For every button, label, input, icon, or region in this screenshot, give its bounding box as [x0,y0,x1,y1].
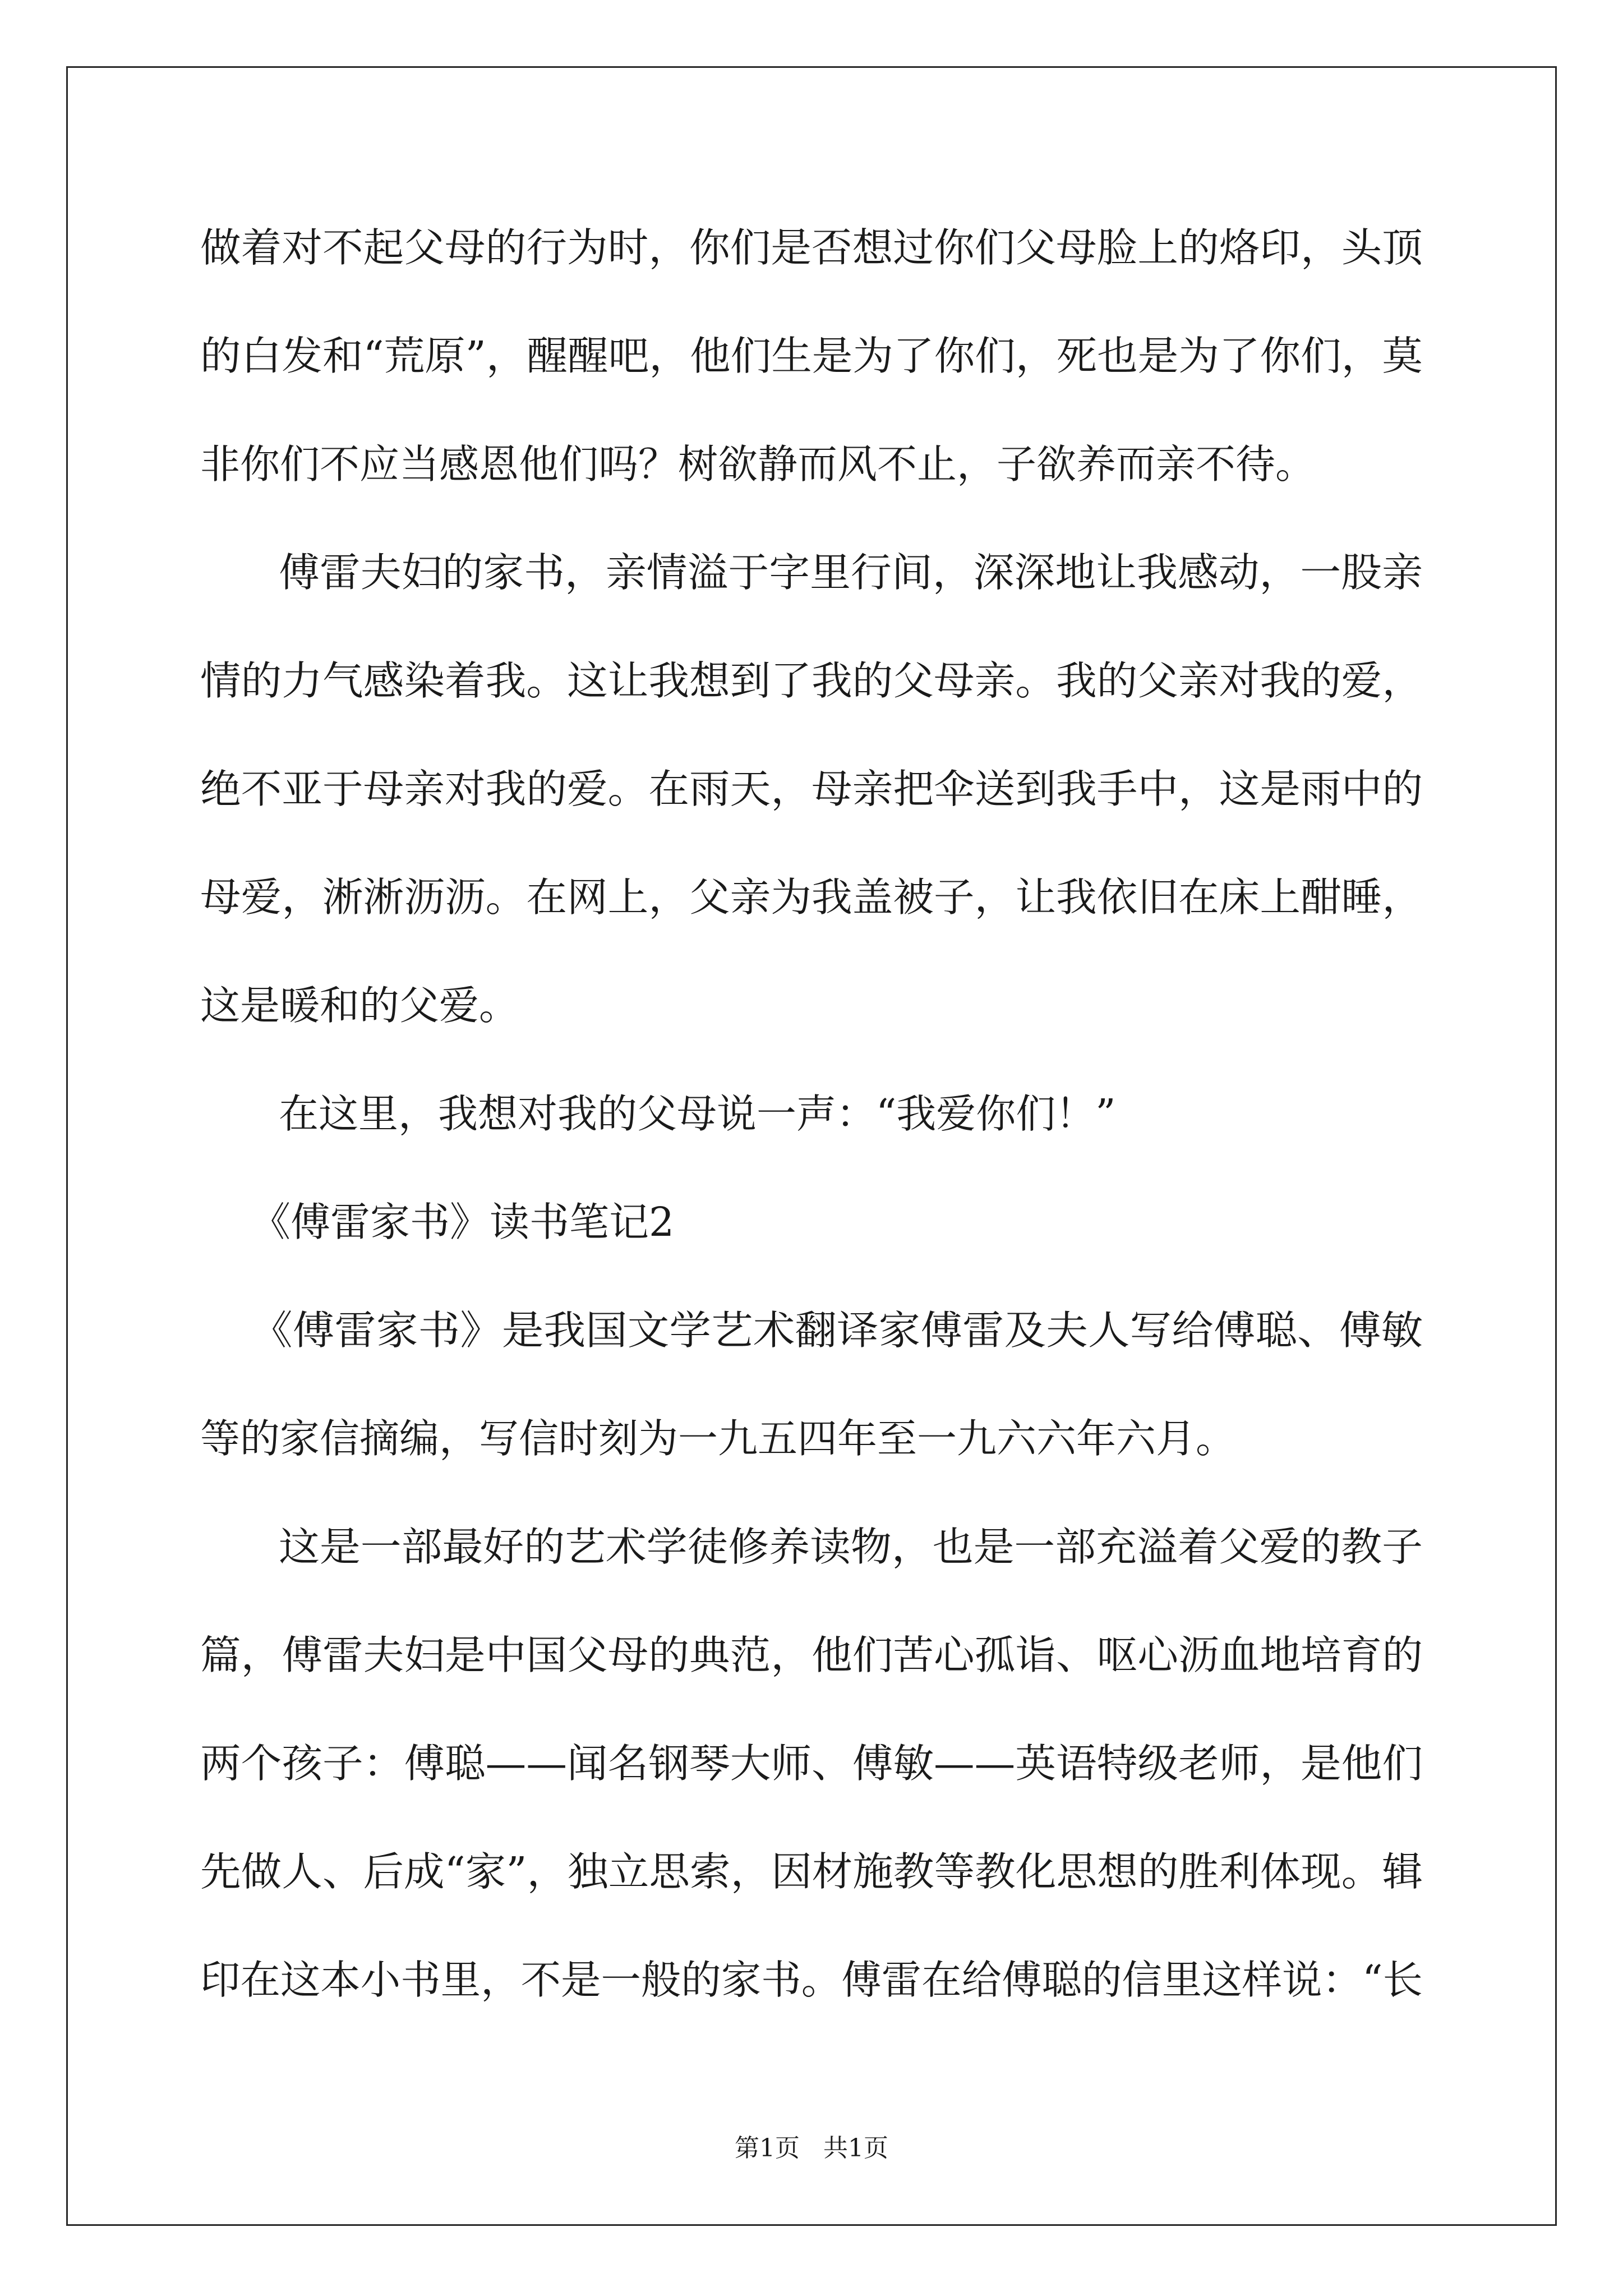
text-line: 傅雷夫妇的家书，亲情溢于字里行间，深深地让我感动，一股亲 [279,549,1423,596]
section-heading: 《傅雷家书》读书笔记2 [251,1199,675,1245]
page-footer: 第1页 共1页 [735,2134,888,2162]
text-line: 情的力气感染着我。这让我想到了我的父母亲。我的父亲对我的爱， [200,657,1423,704]
text-line: 的白发和“荒原”，醒醒吧，他们生是为了你们，死也是为了你们，莫 [200,333,1423,379]
page-border [66,66,1557,2226]
text-line: 印在这本小书里，不是一般的家书。傅雷在给傅聪的信里这样说：“长 [200,1957,1423,2003]
text-line: 《傅雷家书》是我国文学艺术翻译家傅雷及夫人写给傅聪、傅敏 [251,1307,1423,1354]
text-line: 等的家信摘编，写信时刻为一九五四年至一九六六年六月。 [200,1415,1236,1462]
text-line: 母爱，淅淅沥沥。在网上，父亲为我盖被子，让我依旧在床上酣睡， [200,874,1423,921]
text-line: 先做人、后成“家”，独立思索，因材施教等教化思想的胜利体现。辑 [200,1848,1423,1895]
text-line: 两个孩子：傅聪——闻名钢琴大师、傅敏——英语特级老师，是他们 [200,1740,1423,1787]
text-line: 做着对不起父母的行为时，你们是否想过你们父母脸上的烙印，头顶 [200,224,1423,271]
text-line: 在这里，我想对我的父母说一声：“我爱你们！” [279,1091,1116,1137]
text-line: 这是一部最好的艺术学徒修养读物，也是一部充溢着父爱的教子 [279,1524,1423,1570]
text-line: 篇，傅雷夫妇是中国父母的典范，他们苦心孤诣、呕心沥血地培育的 [200,1632,1423,1678]
text-line: 绝不亚于母亲对我的爱。在雨天，母亲把伞送到我手中，这是雨中的 [200,766,1423,812]
text-line: 这是暖和的父爱。 [200,982,519,1029]
text-line: 非你们不应当感恩他们吗？树欲静而风不止，子欲养而亲不待。 [200,441,1316,487]
